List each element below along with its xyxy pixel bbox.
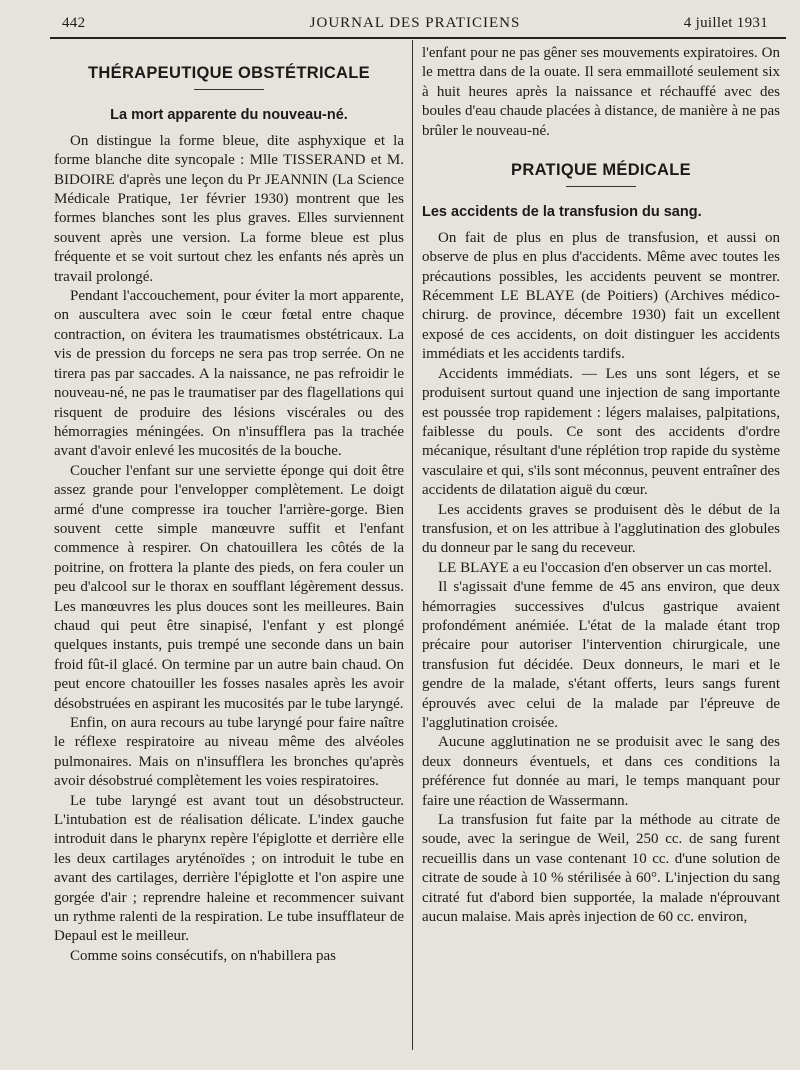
right-column	[422, 44, 780, 927]
header-rule	[50, 37, 786, 39]
paragraph: Enfin, on aura recours au tube laryngé pour faire naître le réflexe respiratoire au niveau même des alvéoles pulmonaires. Mais on n'insufflera les bronches qu'après avoir désobstrué complètement les voies respiratoires.	[54, 715, 404, 790]
issue-date: 4 juillet 1931	[683, 15, 768, 31]
column-divider	[412, 40, 413, 1050]
section-rule	[194, 89, 264, 90]
section-title-medical-practice: PRATIQUE MÉDICALE	[511, 161, 691, 180]
paragraph: On fait de plus en plus de transfusion, et aussi on observe de plus en plus d'accidents. Même avec toutes les précautions possibles, les accidents peuvent se montrer. Récemment LE BLAYE (de Poitiers) (Archives médico-chirurg. de province, décembre 1930) fait un excellent exposé de ces accidents, on doit distinguer les accidents immédiats et les accidents tardifs.	[422, 229, 780, 363]
article-title-newborn: La mort apparente du nouveau-né.	[110, 107, 348, 124]
paragraph: Les accidents graves se produisent dès le début de la transfusion, et on les attribue à l'agglutination des globules du donneur par le sang du receveur.	[422, 501, 780, 557]
paragraph: Il s'agissait d'une femme de 45 ans environ, que deux hémorragies successives d'ulcus gastrique avaient profondément anémiée. L'état de la malade étant trop précaire pour autoriser l'intervention chirurgicale, une transfusion fut décidée. Deux donneurs, le mari et le gendre de la malade, s'étant offerts, leurs sangs furent éprouvés avec celui de la malade par l'épreuve de l'agglutination croisée.	[422, 579, 780, 731]
continuation-paragraph: l'enfant pour ne pas gêner ses mouvements expiratoires. On le mettra dans de la ouate. Il sera emmailloté seulement six à huit heures après la naissance et réchauffé avec des boules d'eau chaude placées à distance, de manière à ne pas brûler le nouveau-né.	[422, 45, 780, 139]
paragraph: Le tube laryngé est avant tout un désobstructeur. L'intubation est de réalisation délicate. L'index gauche introduit dans le pharynx repère l'épiglotte et derrière elle les deux cartilages aryténoïdes ; on introduit le tube en avant des cartilages, derrière l'épiglotte et l'on aspire une gorgée d'air ; reprendre haleine et recommencer suivant un rythme ralenti de la respiration. Le tube insufflateur de Depaul est le meilleur.	[54, 792, 404, 945]
paragraph: On distingue la forme bleue, dite asphyxique et la forme blanche dite syncopale : Mlle TISSERAND et M. BIDOIRE d'après une leçon du Pr JEANNIN (La Science Médicale Pratique, 1er février 1930) montrent que les formes blanches sont les plus graves. Elles surviennent souvent après une version. La forme bleue est plus fréquente et se voit surtout chez les enfants nés après un travail prolongé.	[54, 132, 404, 285]
journal-title: JOURNAL DES PRATICIENS	[309, 15, 521, 31]
left-column	[54, 44, 404, 966]
paragraph: Accidents immédiats. — Les uns sont légers, et se produisent surtout quand une injection de sang importante est poussée trop rapidement : légers malaises, palpitations, faiblesse du pouls. Ce sont des accidents d'ordre mécanique, résultant d'une réplétion trop rapide du système vasculaire et qui, s'ils sont méconnus, peuvent entraîner des accidents de dilatation aiguë du cœur.	[422, 365, 780, 499]
paragraph: Pendant l'accouchement, pour éviter la mort apparente, on auscultera avec soin le cœur fœtal entre chaque contraction, on évitera les traumatismes obstétricaux. La vis de pression du forceps ne sera pas trop serrée. On ne tirera pas par saccades. A la naissance, ne pas refroidir le nouveau-né, ne pas le traumatiser par des flagellations qui risquent de produire des lésions viscérales ou des hémorragies méningées. On n'insufflera pas la trachée avant d'avoir enlevé les mucosités de la bouche.	[54, 288, 404, 460]
paragraph: Comme soins consécutifs, on n'habillera pas	[70, 947, 336, 964]
section-title-obstetrics: THÉRAPEUTIQUE OBSTÉTRICALE	[88, 64, 370, 82]
page-number: 442	[62, 15, 86, 31]
paragraph: Aucune agglutination ne se produisit avec le sang des deux donneurs éventuels, et dans ces conditions la préférence fut donnée au mari, le temps manquant pour faire une réaction de Wassermann.	[422, 734, 780, 809]
article-title-transfusion: Les accidents de la transfusion du sang.	[422, 204, 702, 221]
page-header	[62, 15, 768, 39]
paragraph: LE BLAYE a eu l'occasion d'en observer un cas mortel.	[438, 559, 772, 576]
paragraph: La transfusion fut faite par la méthode au citrate de soude, avec la seringue de Weil, 250 cc. de sang furent recueillis dans un vase contenant 10 cc. d'une solution de citrate de soude à 10 % stérilisée à 60°. L'injection du sang citraté fut d'abord bien supportée, la malade n'éprouvant aucun malaise. Mais après injection de 60 cc. environ,	[422, 812, 780, 926]
section-rule	[566, 186, 636, 187]
paragraph: Coucher l'enfant sur une serviette éponge qui doit être assez grande pour l'envelopper complètement. Le doigt armé d'une compresse ira toucher l'arrière-gorge. Bien souvent cette simple manœuvre suffit et l'enfant commence à respirer. On chatouillera les côtés de la poitrine, on frottera la plante des pieds, on fera couler un peu d'alcool sur le thorax en soufflant légèrement dessus. Les manœuvres les plus douces sont les meilleures. Bain chaud qui peut être sinapisé, l'enfant y est plongé quelques instants, puis trempé une seconde dans un bain froid fût-il glacé. On termine par un autre bain chaud. On peut encore chatouiller les fosses nasales après les avoir désobstruées en aspirant les mucosités par le tube laryngé.	[54, 462, 404, 712]
